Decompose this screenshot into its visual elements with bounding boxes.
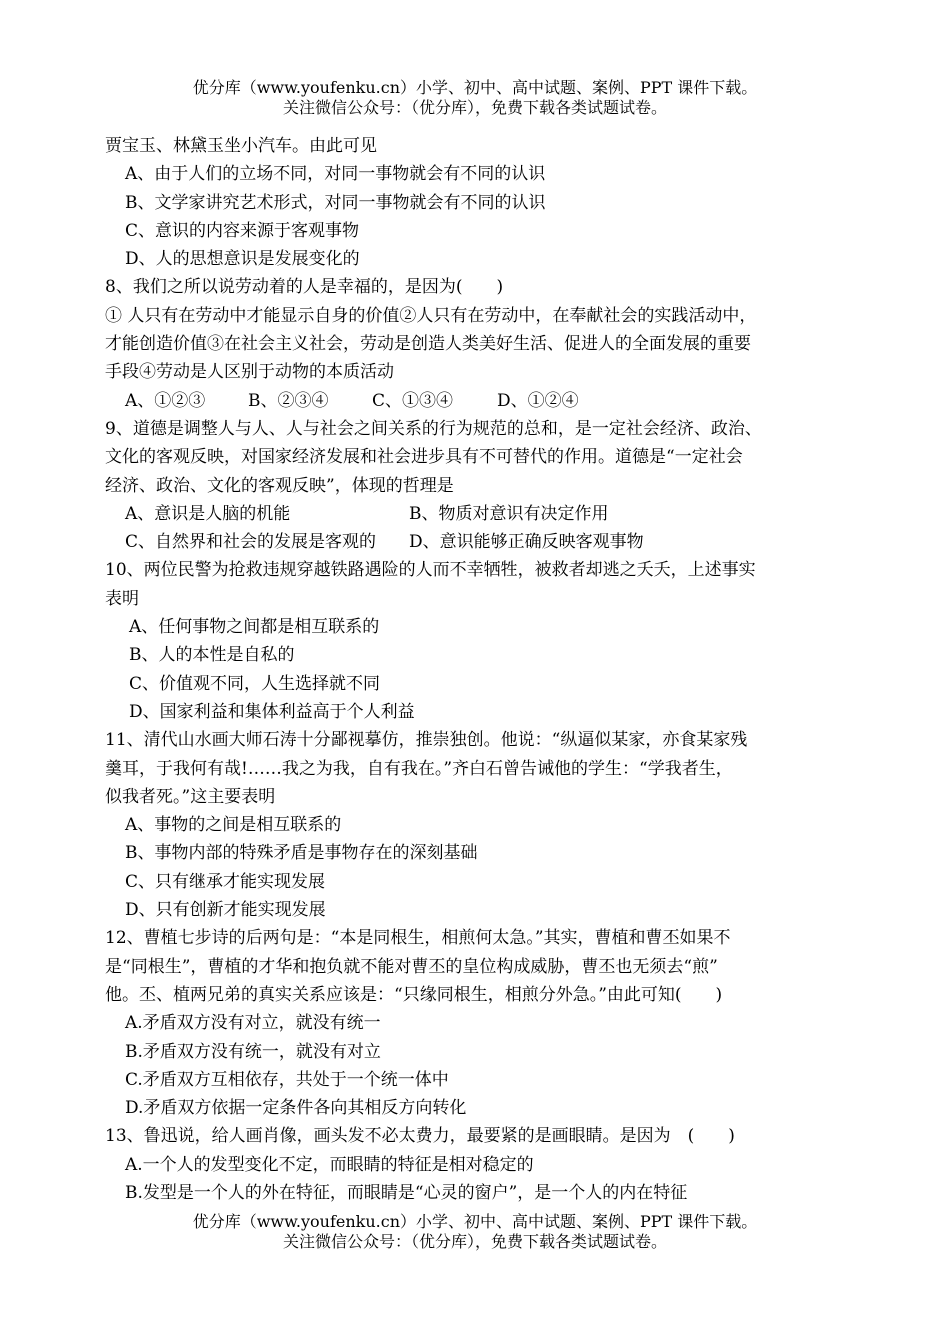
q7-option-c: C、意识的内容来源于客观事物 [125, 220, 360, 241]
q8-statement-line-2: 才能创造价值③在社会主义社会，劳动是创造人类美好生活、促进人的全面发展的重要 [105, 334, 751, 355]
q10-option-c: C、价值观不同，人生选择就不同 [129, 673, 381, 694]
q8-options-row [105, 387, 845, 415]
q8-option-a: A、①②③ [125, 390, 206, 411]
q11-option-a: A、事物的之间是相互联系的 [125, 815, 342, 836]
q10-option-a: A、任何事物之间都是相互联系的 [129, 617, 380, 638]
q7-option-b: B、文学家讲究艺术形式，对同一事物就会有不同的认识 [125, 192, 546, 213]
q7-option-d: D、人的思想意识是发展变化的 [125, 249, 360, 270]
q8-statement-line-1: ① 人只有在劳动中才能显示自身的价值②人只有在劳动中，在奉献社会的实践活动中， [105, 305, 757, 326]
q10-stem-line-2: 表明 [105, 588, 139, 609]
q9-option-d: D、意识能够正确反映客观事物 [409, 532, 644, 553]
q9-stem-line-2: 文化的客观反映，对国家经济发展和社会进步具有不可替代的作用。道德是“一定社会 [105, 447, 743, 468]
document-body [105, 132, 845, 1207]
q8-option-c: C、①③④ [372, 390, 454, 411]
header-line-1: 优分库（www.youfenku.cn）小学、初中、高中试题、案例、PPT 课件下载。 [192, 78, 758, 97]
q11-option-d: D、只有创新才能实现发展 [125, 900, 326, 921]
q8-statement-line-3: 手段④劳动是人区别于动物的本质活动 [105, 362, 394, 383]
q12-option-a: A.矛盾双方没有对立，就没有统一 [125, 1013, 381, 1034]
q7-stem-continuation: 贾宝玉、林黛玉坐小汽车。由此可见 [105, 136, 377, 156]
q8-option-d: D、①②④ [497, 390, 579, 411]
q9-stem-line-3: 经济、政治、文化的客观反映”，体现的哲理是 [105, 475, 454, 496]
q12-stem-line-2: 是“同根生”，曹植的才华和抱负就不能对曹丕的皇位构成威胁，曹丕也无须去“煎” [105, 956, 718, 977]
q11-option-b: B、事物内部的特殊矛盾是事物存在的深刻基础 [125, 843, 478, 864]
q9-options-row-2 [105, 528, 845, 556]
q12-option-c: C.矛盾双方互相依存，共处于一个统一体中 [125, 1069, 449, 1090]
q9-option-c: C、自然界和社会的发展是客观的 [125, 532, 377, 553]
q11-stem-line-3: 似我者死。”这主要表明 [105, 786, 276, 807]
q8-stem: 8、我们之所以说劳动着的人是幸福的，是因为( ) [105, 277, 504, 298]
q9-option-a: A、意识是人脑的机能 [125, 503, 291, 524]
q10-option-b: B、人的本性是自私的 [129, 645, 295, 666]
q13-option-b: B.发型是一个人的外在特征，而眼睛是“心灵的窗户”，是一个人的内在特征 [125, 1182, 688, 1203]
q9-option-b: B、物质对意识有决定作用 [409, 503, 609, 524]
footer-line-2: 关注微信公众号：（优分库），免费下载各类试题试卷。 [282, 1232, 667, 1251]
q13-option-a: A.一个人的发型变化不定，而眼睛的特征是相对稳定的 [125, 1154, 534, 1175]
q8-option-b: B、②③④ [248, 390, 329, 411]
q10-option-d: D、国家利益和集体利益高于个人利益 [129, 701, 415, 722]
q12-option-d: D.矛盾双方依据一定条件各向其相反方向转化 [125, 1098, 467, 1119]
q13-stem: 13、鲁迅说，给人画肖像，画头发不必太费力，最要紧的是画眼睛。是因为 ( ) [105, 1126, 735, 1147]
q10-stem-line-1: 10、两位民警为抢救违规穿越铁路遇险的人而不幸牺牲，被救者却逃之夭夭，上述事实 [105, 560, 756, 581]
footer-line-1: 优分库（www.youfenku.cn）小学、初中、高中试题、案例、PPT 课件下载。 [192, 1212, 758, 1231]
q11-stem-line-1: 11、清代山水画大师石涛十分鄙视摹仿，推崇独创。他说：“纵逼似某家，亦食某家残 [105, 730, 748, 751]
q9-options-row-1 [105, 500, 845, 528]
q12-option-b: B.矛盾双方没有统一，就没有对立 [125, 1041, 381, 1062]
q9-stem-line-1: 9、道德是调整人与人、人与社会之间关系的行为规范的总和，是一定社会经济、政治、 [105, 418, 762, 439]
q7-option-a: A、由于人们的立场不同，对同一事物就会有不同的认识 [125, 164, 546, 185]
q12-stem-line-3: 他。丕、植两兄弟的真实关系应该是：“只缘同根生，相煎分外急。”由此可知( ) [105, 984, 723, 1005]
q11-stem-line-2: 羹耳，于我何有哉!……我之为我，自有我在。”齐白石曾告诫他的学生：“学我者生， [105, 758, 733, 779]
q12-stem-line-1: 12、曹植七步诗的后两句是：“本是同根生，相煎何太急。”其实，曹植和曹丕如果不 [105, 928, 731, 949]
header-line-2: 关注微信公众号：（优分库），免费下载各类试题试卷。 [282, 98, 667, 117]
q11-option-c: C、只有继承才能实现发展 [125, 871, 326, 892]
